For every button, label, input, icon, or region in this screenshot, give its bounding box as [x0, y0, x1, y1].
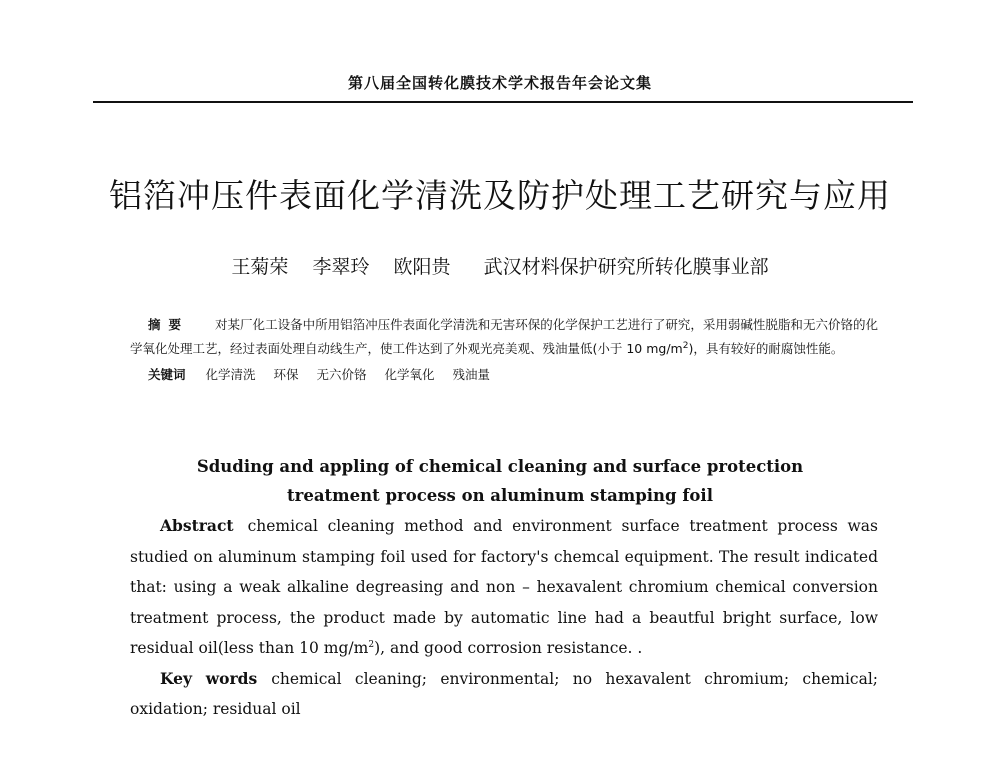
chinese-abstract	[130, 313, 878, 361]
keyword: 化学清洗	[205, 367, 256, 382]
english-abstract-text: chemical cleaning method and environment surface treatment process was studied on aluminum stamping foil used for factory's chemcal equipment. The result indicated that: using a weak alkaline degreasing and non – hexavalent chromium chemical conversion treatment process, the product made by automatic line had a beautful bright surface, low residual oil(less than 10 mg/m	[130, 517, 878, 657]
superscript: 2	[368, 639, 375, 650]
author-name: 王菊荣	[231, 256, 289, 278]
chinese-abstract-text-end: )，具有较好的耐腐蚀性能。	[688, 341, 844, 356]
keyword: 无六价铬	[316, 367, 367, 382]
chinese-abstract-label: 摘要	[148, 317, 190, 332]
english-title	[0, 452, 1000, 510]
affiliation: 武汉材料保护研究所转化膜事业部	[483, 256, 769, 278]
chinese-keywords-label: 关键词	[148, 367, 186, 382]
english-abstract	[130, 511, 878, 664]
header-rule	[93, 101, 913, 103]
keyword: 化学氧化	[384, 367, 435, 382]
chinese-abstract-text: 对某厂化工设备中所用铝箔冲压件表面化学清洗和无害环保的化学保护工艺进行了研究，采用弱碱性脱脂和无六价铬的化学氧化处理工艺，经过表面处理自动线生产，使工件达到了外观光亮美观、残油量低(小于 10 mg/m	[130, 317, 878, 356]
superscript: 2	[682, 340, 689, 351]
keyword: 残油量	[452, 367, 491, 382]
keyword: 环保	[273, 367, 299, 382]
running-header: 第八届全国转化膜技术学术报告年会论文集	[347, 74, 652, 92]
english-abstract-block	[130, 511, 878, 725]
english-title-line: Sduding and appling of chemical cleaning and surface protection	[196, 457, 804, 476]
chinese-keywords	[130, 363, 878, 387]
english-abstract-text-end: ), and good corrosion resistance. .	[374, 639, 643, 657]
english-abstract-label: Abstract	[160, 516, 234, 535]
author-name: 李翠玲	[312, 256, 370, 278]
author-name: 欧阳贵	[393, 256, 451, 278]
english-title-line: treatment process on aluminum stamping foil	[287, 486, 713, 505]
author-line	[0, 252, 1000, 279]
chinese-abstract-block	[130, 313, 878, 387]
paper-title: 铝箔冲压件表面化学清洗及防护处理工艺研究与应用	[109, 176, 891, 215]
english-keywords	[130, 664, 878, 725]
english-keywords-text: chemical cleaning; environmental; no hexavalent chromium; chemical; oxidation; residual oil	[130, 669, 879, 718]
english-keywords-label: Key words	[160, 668, 258, 688]
